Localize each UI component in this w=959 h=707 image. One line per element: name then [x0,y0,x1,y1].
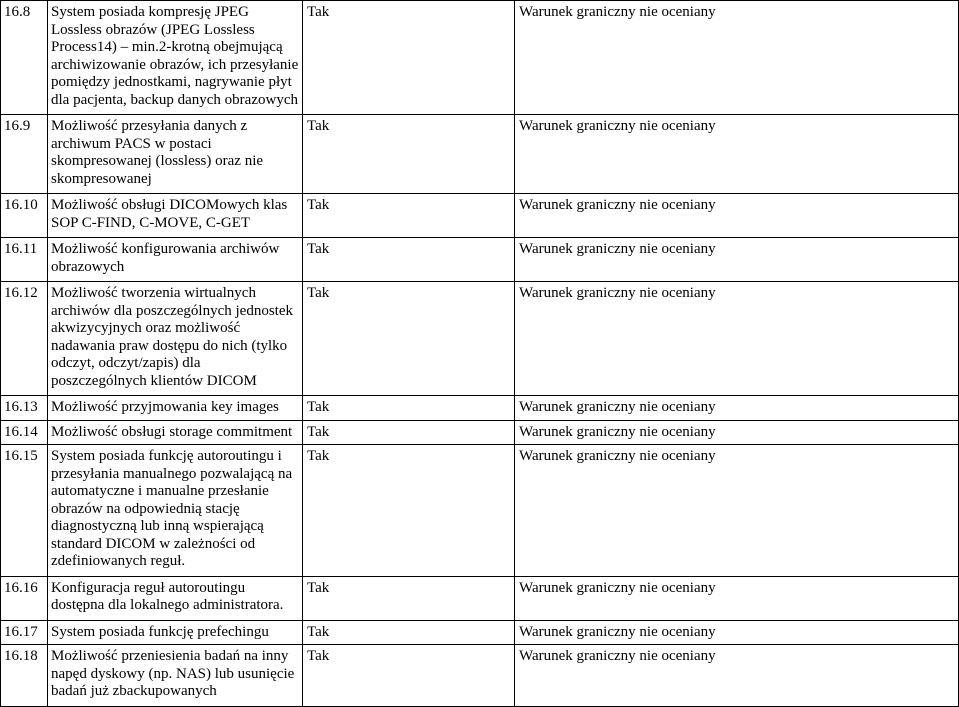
row-number: 16.8 [1,1,48,115]
required-value: Tak [303,282,515,396]
requirement-description: Możliwość obsługi DICOMowych klas SOP C-FIND, C-MOVE, C-GET [48,194,303,238]
row-number: 16.16 [1,576,48,620]
row-number: 16.9 [1,115,48,194]
row-number: 16.18 [1,645,48,707]
row-number: 16.10 [1,194,48,238]
row-number: 16.15 [1,445,48,577]
requirement-description: Możliwość konfigurowania archiwów obrazowych [48,238,303,282]
required-value: Tak [303,420,515,445]
requirement-description: Możliwość przyjmowania key images [48,396,303,421]
required-value: Tak [303,1,515,115]
table-row [1,396,959,421]
requirement-description: Możliwość tworzenia wirtualnych archiwów dla poszczególnych jednostek akwizycyjnych oraz możliwość nadawania praw dostępu do nich (tylko odczyt, odczyt/zapis) dla poszczególnych klientów DICOM [48,282,303,396]
row-number: 16.11 [1,238,48,282]
table-row [1,1,959,115]
evaluation-condition: Warunek graniczny nie oceniany [515,115,959,194]
table-row [1,282,959,396]
row-number: 16.17 [1,620,48,645]
table-row [1,115,959,194]
requirement-description: Konfiguracja reguł autoroutingu dostępna dla lokalnego administratora. [48,576,303,620]
evaluation-condition: Warunek graniczny nie oceniany [515,396,959,421]
requirement-description: System posiada funkcję autoroutingu i przesyłania manualnego pozwalającą na automatyczne i manualne przesłanie obrazów na odpowiednią stację diagnostyczną lub inną wspierającą standard DICOM w zależności od zdefiniowanych reguł. [48,445,303,577]
evaluation-condition: Warunek graniczny nie oceniany [515,445,959,577]
table-row [1,420,959,445]
required-value: Tak [303,238,515,282]
required-value: Tak [303,396,515,421]
table-row [1,194,959,238]
requirement-description: Możliwość przeniesienia badań na inny napęd dyskowy (np. NAS) lub usunięcie badań już zbackupowanych [48,645,303,707]
table-row [1,576,959,620]
evaluation-condition: Warunek graniczny nie oceniany [515,576,959,620]
evaluation-condition: Warunek graniczny nie oceniany [515,282,959,396]
table-row [1,620,959,645]
table-row [1,238,959,282]
required-value: Tak [303,576,515,620]
evaluation-condition: Warunek graniczny nie oceniany [515,194,959,238]
row-number: 16.12 [1,282,48,396]
requirement-description: System posiada funkcję prefechingu [48,620,303,645]
evaluation-condition: Warunek graniczny nie oceniany [515,645,959,707]
evaluation-condition: Warunek graniczny nie oceniany [515,238,959,282]
requirement-description: Możliwość obsługi storage commitment [48,420,303,445]
required-value: Tak [303,620,515,645]
row-number: 16.13 [1,396,48,421]
evaluation-condition: Warunek graniczny nie oceniany [515,620,959,645]
table-row [1,445,959,577]
row-number: 16.14 [1,420,48,445]
evaluation-condition: Warunek graniczny nie oceniany [515,420,959,445]
required-value: Tak [303,645,515,707]
required-value: Tak [303,194,515,238]
evaluation-condition: Warunek graniczny nie oceniany [515,1,959,115]
requirement-description: Możliwość przesyłania danych z archiwum PACS w postaci skompresowanej (lossless) oraz nie skompresowanej [48,115,303,194]
required-value: Tak [303,445,515,577]
table-row [1,645,959,707]
requirement-description: System posiada kompresję JPEG Lossless obrazów (JPEG Lossless Process14) – min.2-krotną obejmującą archiwizowanie obrazów, ich przesyłanie pomiędzy jednostkami, nagrywanie płyt dla pacjenta, backup danych obrazowych [48,1,303,115]
required-value: Tak [303,115,515,194]
